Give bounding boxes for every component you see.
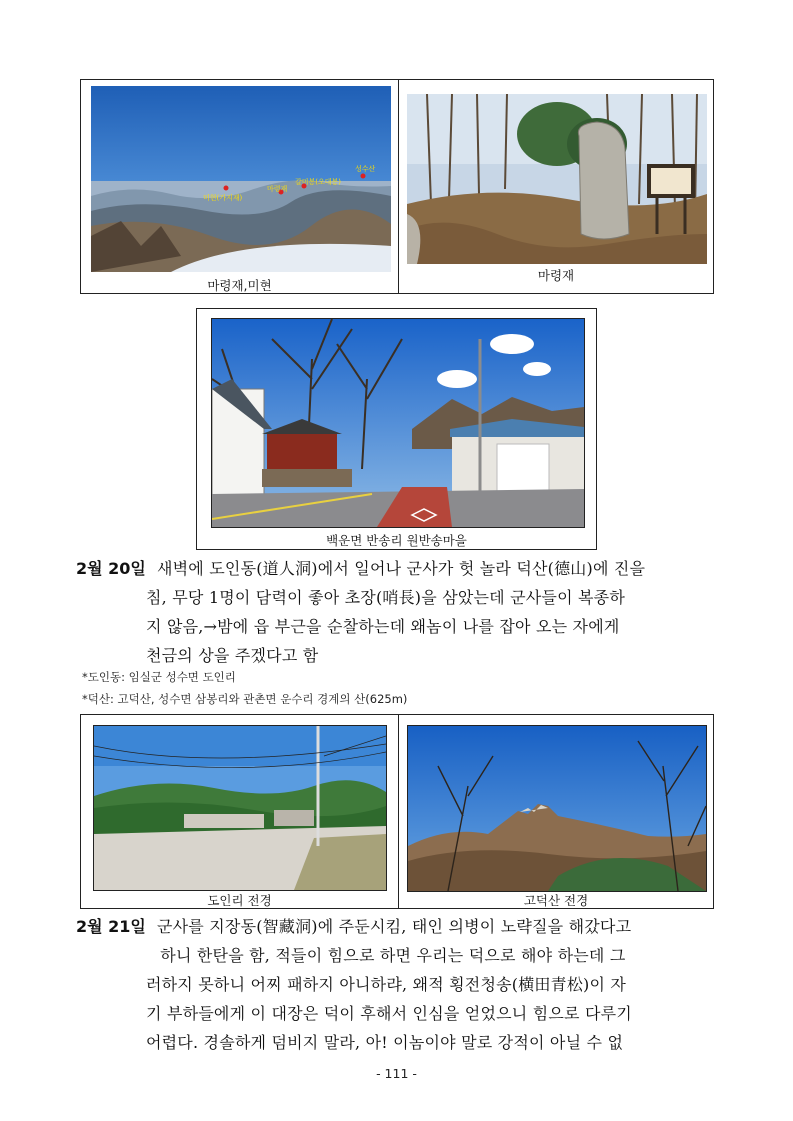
entry-date: 2월 20일 <box>76 559 146 578</box>
photo-godeoksan-peak <box>407 725 707 892</box>
photo-maryeongjae-stone-marker <box>407 94 707 264</box>
entry-line: 군사를 지장동(智藏洞)에 주둔시킴, 태인 의병이 노략질을 해갔다고 <box>157 917 632 936</box>
entry-line: 기 부하들에게 이 대장은 덕이 후해서 인심을 얻었으니 힘으로 다루기 <box>146 1004 632 1023</box>
bottom-figure-frame <box>80 714 714 909</box>
photo-cell-godeoksan <box>399 715 713 908</box>
photo-cell-maryeongjae <box>399 80 713 293</box>
entry-line: 천금의 상을 주겠다고 함 <box>146 646 319 665</box>
footnote-deoksan: *덕산: 고덕산, 성수면 삼봉리와 관촌면 운수리 경계의 산(625m) <box>82 692 408 706</box>
entry-date: 2월 21일 <box>76 917 146 936</box>
diary-entry-feb-21 <box>76 912 726 1062</box>
page-number: - 111 - <box>376 1066 417 1081</box>
entry-line: 어렵다. 경솔하게 덤비지 말라, 아! 이놈이야 말로 강적이 아닐 수 없 <box>146 1033 624 1052</box>
photo-cell-doinri <box>81 715 399 908</box>
entry-line: 지 않음,→밤에 읍 부근을 순찰하는데 왜놈이 나를 잡아 오는 자에게 <box>146 617 620 636</box>
mountain-label-galmibong: 갈미봉(오대봉) <box>295 178 342 186</box>
photo-doinri-village <box>93 725 387 891</box>
footnote-doindong: *도인동: 임실군 성수면 도인리 <box>82 670 236 684</box>
photo-cell-maryeongjae-mihyeon <box>81 80 399 293</box>
entry-line: 하니 한탄을 함, 적들이 힘으로 하면 우리는 덕으로 해야 하는데 그 <box>155 946 626 965</box>
caption-wonbansong-village: 백운면 반송리 원반송마을 <box>326 533 467 548</box>
caption-godeoksan: 고덕산 전경 <box>523 893 589 908</box>
entry-line: 침, 무당 1명이 담력이 좋아 초장(哨長)을 삼았는데 군사들이 복종하 <box>146 588 625 607</box>
mountain-label-maryeongjae: 마령재 <box>267 185 288 193</box>
mountain-label-seongsusan: 성수산 <box>355 165 376 173</box>
mountain-label-mihyeon: 미현(가지재) <box>203 194 243 202</box>
entry-line: 러하지 못하니 어찌 패하지 아니하랴, 왜적 횡전청송(横田青松)이 자 <box>146 975 627 994</box>
entry-line: 새벽에 도인동(道人洞)에서 일어나 군사가 헛 놀라 덕산(德山)에 진을 <box>157 559 646 578</box>
photo-mountain-panorama <box>91 86 391 272</box>
middle-figure-frame <box>196 308 597 550</box>
diary-entry-feb-20 <box>76 554 726 674</box>
caption-maryeongjae-mihyeon: 마령재,미현 <box>207 278 272 293</box>
top-figure-frame <box>80 79 714 294</box>
caption-maryeongjae: 마령재 <box>537 268 575 283</box>
photo-wonbansong-village-road <box>211 318 585 528</box>
caption-doinri: 도인리 전경 <box>207 893 272 908</box>
